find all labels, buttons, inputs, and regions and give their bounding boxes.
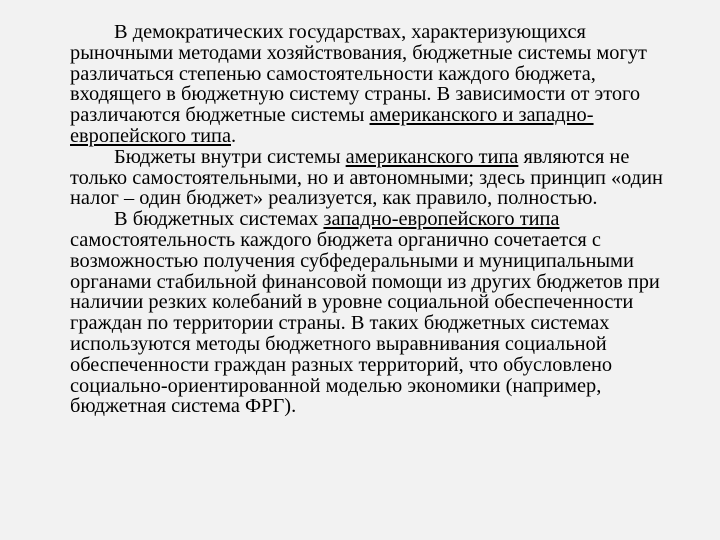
paragraph-1-text-1: В демократических государствах, характеризующихся рыночными методами хозяйствования, бюджетные системы могут различаться степенью самостоятельности каждого бюджета, входящего в бюджетную систему страны. В зависимости от этого различаются бюджетные системы xyxy=(70,21,647,127)
paragraph-3-text-2: самостоятельность каждого бюджета органично сочетается с возможностью получения субфедеральными и муниципальными органами стабильной финансовой помощи из других бюджетов при наличии резких колебаний в уровне социальной обеспеченности граждан по территории страны. В таких бюджетных системах используются методы бюджетного выравнивания социальной обеспеченности граждан разных территорий, что обусловлено социально-ориентированной моделью экономики (например, бюджетная система ФРГ). xyxy=(70,228,660,418)
paragraph-2-text-1: Бюджеты внутри системы xyxy=(114,145,346,168)
text-block xyxy=(70,22,690,417)
paragraph-1 xyxy=(70,22,690,147)
paragraph-1-underlined-term: американского и западно-европейского типа xyxy=(70,104,594,147)
paragraph-1-text-2: . xyxy=(231,124,237,147)
paragraph-3 xyxy=(70,209,690,417)
paragraph-2-text-2: являются не только самостоятельными, но и автономными; здесь принцип «один налог – один бюджет» реализуется, как правило, полностью. xyxy=(70,145,663,210)
paragraph-2-underlined-term: американского типа xyxy=(345,145,519,168)
paragraph-3-underlined-term: западно-европейского типа xyxy=(323,208,560,231)
paragraph-2 xyxy=(70,147,690,209)
paragraph-3-text-1: В бюджетных системах xyxy=(114,208,324,231)
